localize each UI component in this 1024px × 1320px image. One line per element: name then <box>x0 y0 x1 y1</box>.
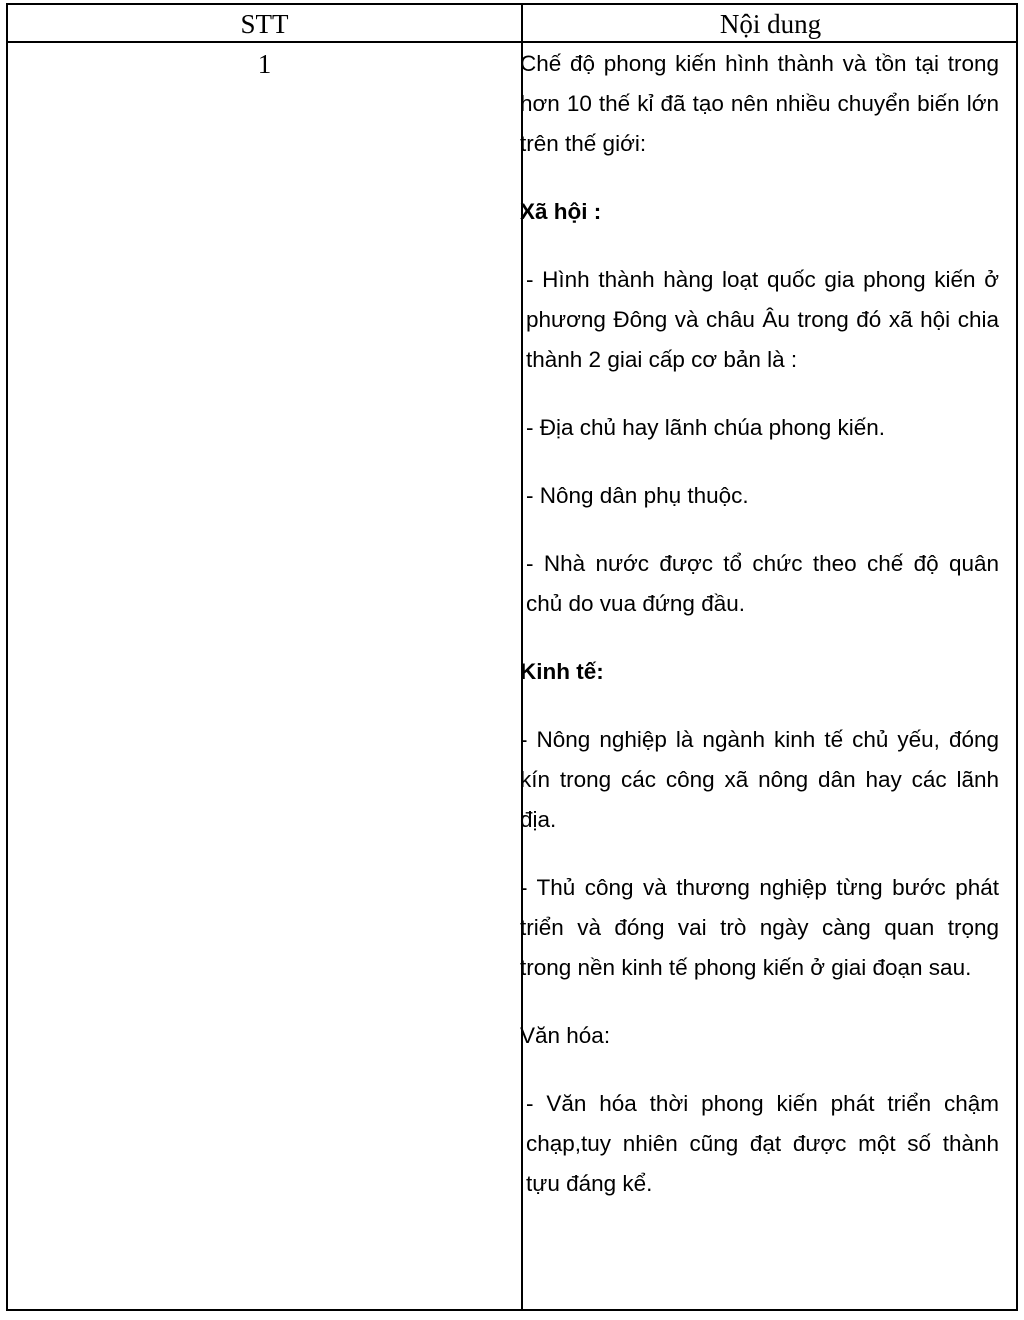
state-item: - Nhà nước được tổ chức theo chế độ quân chủ do vua đứng đầu. <box>526 551 999 616</box>
header-stt: STT <box>240 9 289 39</box>
peasant-item: - Nông dân phụ thuộc. <box>526 483 749 508</box>
heading-culture: Văn hóa: <box>520 1023 611 1048</box>
handicraft-item: - Thủ công và thương nghiệp từng bước phát triển và đóng vai trò ngày càng quan trọng trong nền kinh tế phong kiến ở giai đoạn sau. <box>520 875 999 980</box>
row-number: 1 <box>257 49 272 79</box>
header-content: Nội dung <box>719 9 822 39</box>
culture-item: - Văn hóa thời phong kiến phát triển chậm chạp,tuy nhiên cũng đạt được một số thành tựu đáng kể. <box>526 1091 999 1196</box>
heading-economy: Kinh tế: <box>520 659 604 684</box>
content-cell <box>520 44 999 1232</box>
heading-society: Xã hội : <box>520 199 602 224</box>
agriculture-item: - Nông nghiệp là ngành kinh tế chủ yếu, đóng kín trong các công xã nông dân hay các lãnh địa. <box>520 727 999 832</box>
intro-paragraph: Chế độ phong kiến hình thành và tồn tại trong hơn 10 thế kỉ đã tạo nên nhiều chuyển biến lớn trên thế giới: <box>520 51 999 156</box>
landlord-item: - Địa chủ hay lãnh chúa phong kiến. <box>526 415 885 440</box>
society-paragraph: - Hình thành hàng loạt quốc gia phong kiến ở phương Đông và châu Âu trong đó xã hội chia thành 2 giai cấp cơ bản là : <box>526 267 999 372</box>
header-divider <box>8 41 1016 43</box>
